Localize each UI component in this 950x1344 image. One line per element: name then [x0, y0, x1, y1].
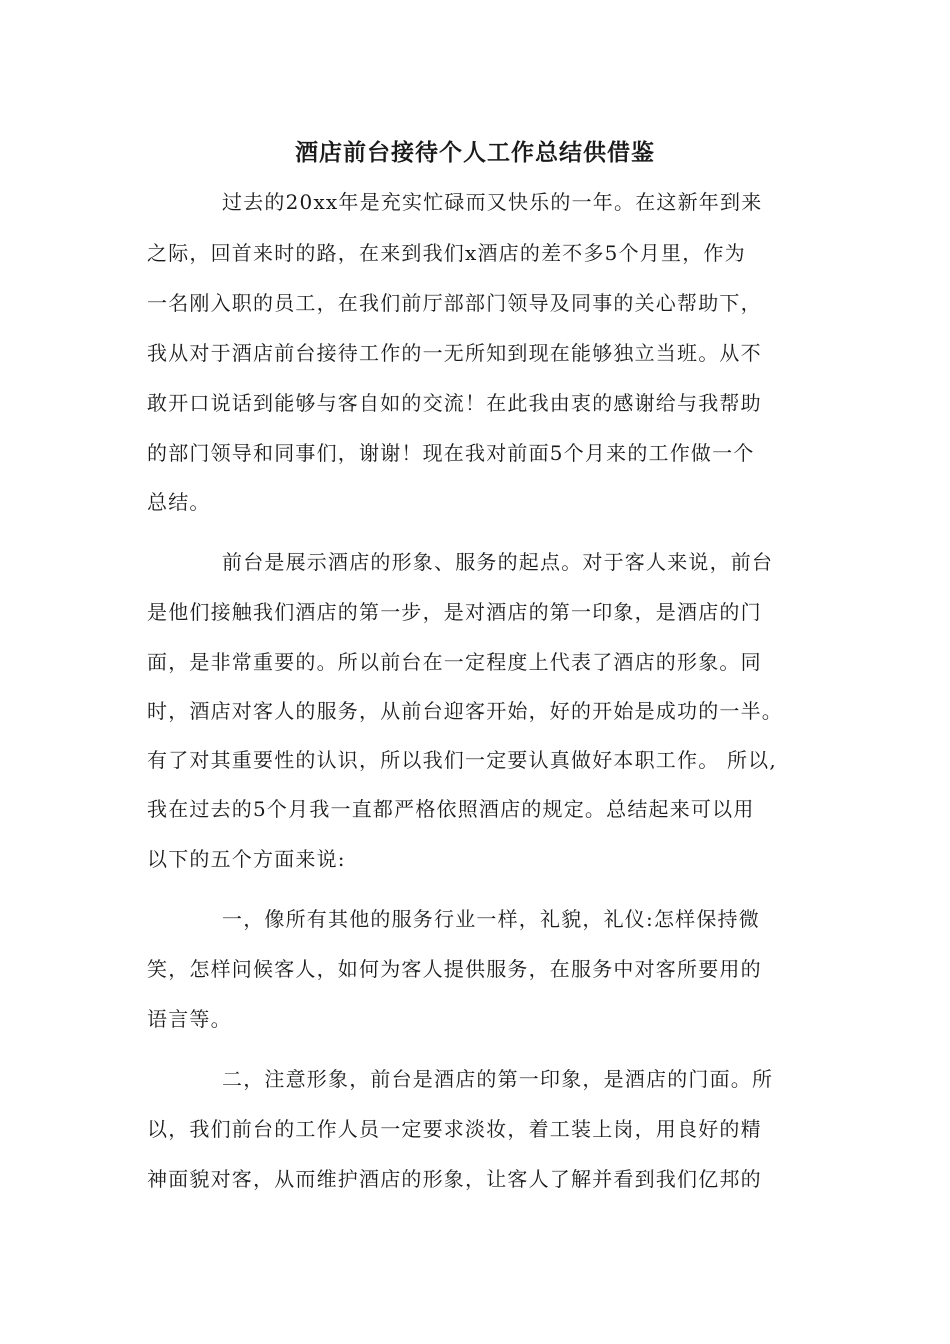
paragraph-1-line: 之际，回首来时的路，在来到我们x酒店的差不多5个月里，作为 [147, 241, 746, 265]
paragraph-2-line: 面，是非常重要的。所以前台在一定程度上代表了酒店的形象。同 [147, 650, 762, 674]
paragraph-2-line: 以下的五个方面来说: [147, 847, 346, 871]
paragraph-1-line: 敢开口说话到能够与客自如的交流！在此我由衷的感谢给与我帮助 [147, 391, 762, 415]
paragraph-4-line: 神面貌对客，从而维护酒店的形象，让客人了解并看到我们亿邦的 [147, 1167, 762, 1191]
paragraph-2-line: 前台是展示酒店的形象、服务的起点。对于客人来说，前台 [222, 550, 774, 574]
paragraph-2-line: 我在过去的5个月我一直都严格依照酒店的规定。总结起来可以用 [147, 797, 755, 821]
paragraph-2-line: 是他们接触我们酒店的第一步，是对酒店的第一印象，是酒店的门 [147, 600, 762, 624]
paragraph-1-line: 的部门领导和同事们，谢谢！现在我对前面5个月来的工作做一个 [147, 441, 755, 465]
document-title: 酒店前台接待个人工作总结供借鉴 [295, 139, 655, 166]
paragraph-1-line: 我从对于酒店前台接待工作的一无所知到现在能够独立当班。从不 [147, 341, 762, 365]
paragraph-1-line: 过去的20xx年是充实忙碌而又快乐的一年。在这新年到来 [222, 190, 763, 214]
paragraph-1-line: 总结。 [147, 490, 211, 514]
paragraph-2-line: 时，酒店对客人的服务，从前台迎客开始，好的开始是成功的一半。 [147, 699, 783, 723]
paragraph-4-line: 以，我们前台的工作人员一定要求淡妆，着工装上岗，用良好的精 [147, 1117, 762, 1141]
paragraph-3-line: 一，像所有其他的服务行业一样，礼貌，礼仪:怎样保持微 [222, 907, 760, 931]
paragraph-4-line: 二，注意形象，前台是酒店的第一印象，是酒店的门面。所 [222, 1067, 774, 1091]
paragraph-3-line: 笑，怎样问候客人，如何为客人提供服务，在服务中对客所要用的 [147, 957, 762, 981]
paragraph-2-line: 有了对其重要性的认识，所以我们一定要认真做好本职工作。 所以, [147, 748, 777, 772]
paragraph-1-line: 一名刚入职的员工，在我们前厅部部门领导及同事的关心帮助下， [147, 291, 762, 315]
paragraph-3-line: 语言等。 [147, 1007, 232, 1031]
